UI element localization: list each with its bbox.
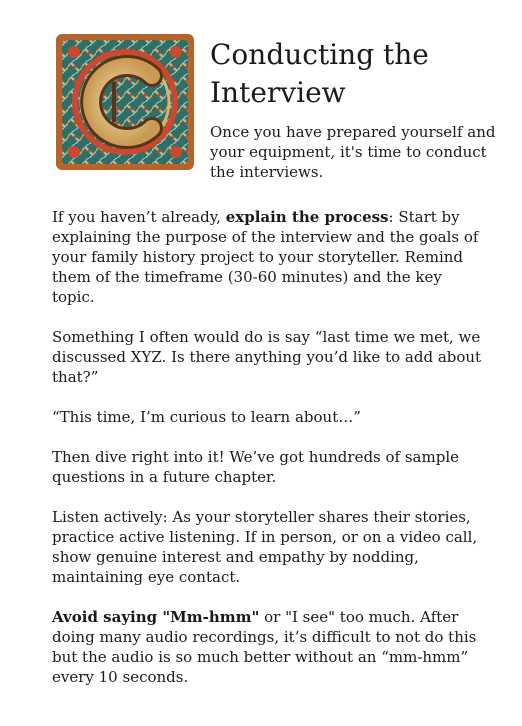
illuminated-letter-c-icon: [54, 32, 196, 172]
paragraph-listen-actively: Listen actively: As your storyteller shares their stories, practice active listening. If in person, or on a video call, show genuine interest and empathy by nodding, maintaining eye contact.: [52, 508, 478, 586]
paragraph-explain-process: [52, 207, 482, 307]
paragraph-last-time: Something I often would do is say “last time we met, we discussed XYZ. Is there anything you’d like to add about that?”: [52, 328, 482, 386]
title-line-1: Conducting the: [210, 38, 429, 71]
title-line-2: Interview: [210, 76, 346, 109]
paragraph-this-time: “This time, I’m curious to learn about…”: [52, 408, 361, 426]
body-text: [52, 207, 482, 707]
intro-paragraph: Once you have prepared yourself and your equipment, it's time to conduct the interviews.: [210, 123, 496, 181]
page-title: [210, 36, 500, 112]
paragraph-avoid-mm-hmm: [52, 607, 482, 687]
p1-rest: : Start by explaining the purpose of the interview and the goals of your family history project to your storyteller. Remind them of the timeframe (30-60 minutes) and the key topic.: [52, 208, 479, 306]
p6-bold: Avoid saying "Mm-hmm": [52, 608, 260, 626]
paragraph-dive-in: Then dive right into it! We’ve got hundreds of sample questions in a future chapter.: [52, 448, 459, 486]
p1-bold: explain the process: [225, 208, 389, 226]
p1-lead: If you haven’t already,: [52, 208, 226, 226]
p6-rest: or "I see" too much. After doing many audio recordings, it’s difficult to not do this but the audio is so much better without an “mm-hmm” every 10 seconds.: [52, 608, 477, 686]
